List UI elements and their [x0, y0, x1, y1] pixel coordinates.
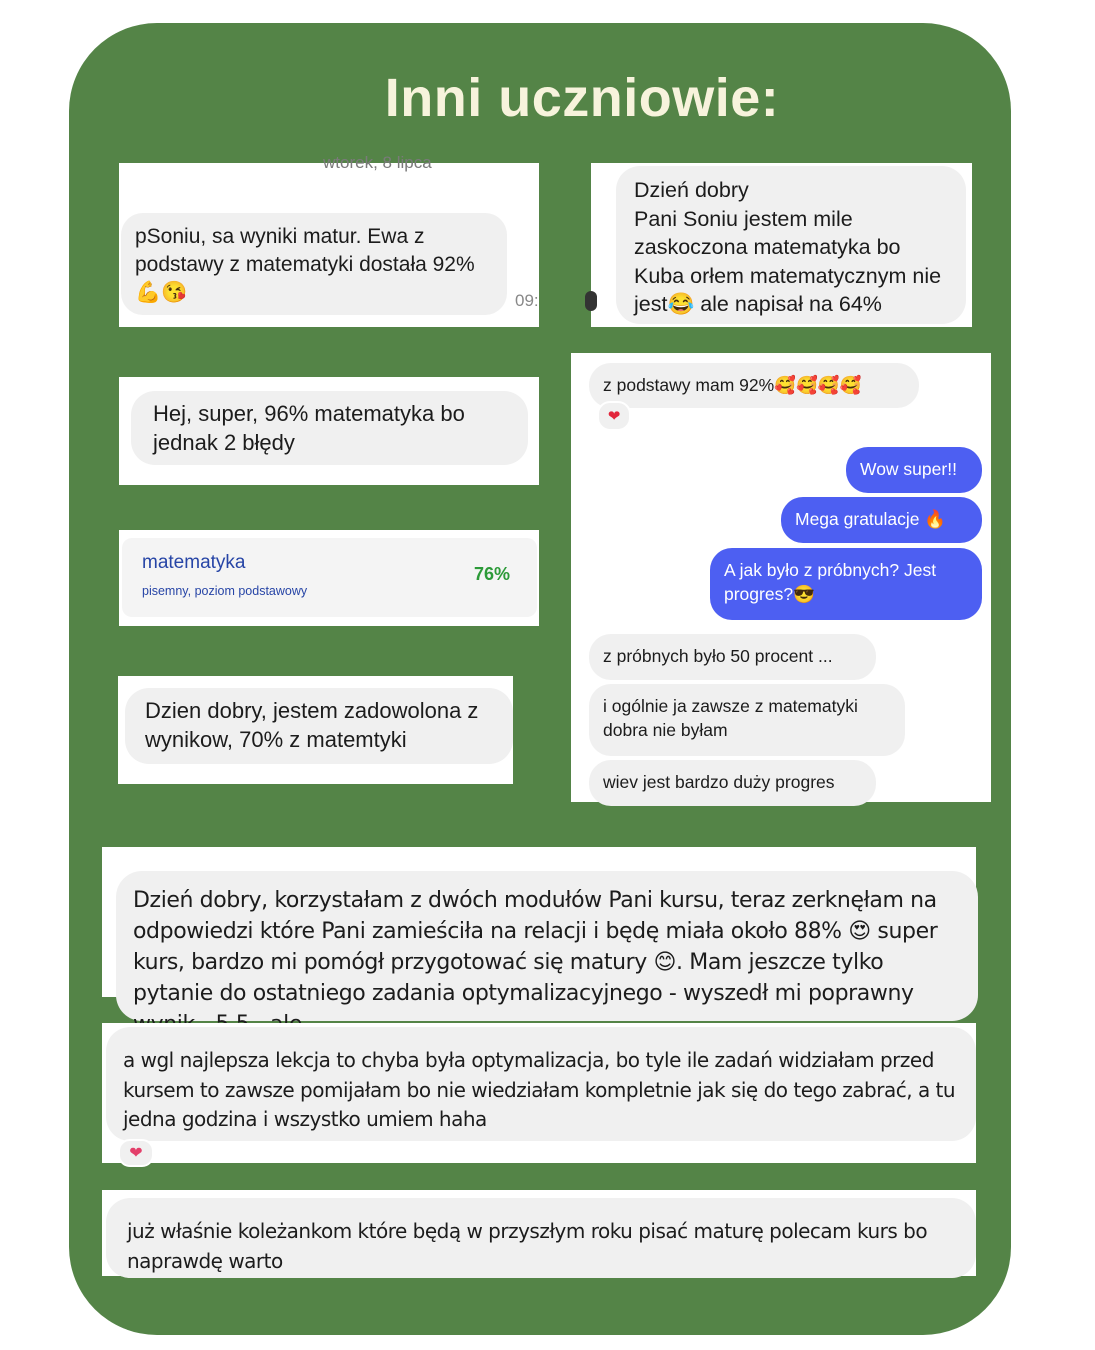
- screenshot-card-optymalizacja: [102, 1023, 976, 1163]
- score-value: 76%: [474, 564, 511, 584]
- heart-reaction-icon: ❤: [597, 401, 631, 431]
- message-date: wtorek, 8 lipca: [323, 153, 432, 172]
- screenshot-card-70: [118, 676, 513, 784]
- outgoing-message: Wow super!!: [846, 447, 982, 493]
- message-bubble: Hej, super, 96% matematyka bo jednak 2 błędy: [131, 391, 528, 465]
- message-bubble: pSoniu, sa wyniki matur. Ewa z podstawy z matematyki dostała 92%💪😘: [121, 213, 507, 315]
- message-bubble: Dzień dobry Pani Soniu jestem mile zaskoczona matematyka bo Kuba orłem matematycznym nie jest😂 ale napisał na 64%: [616, 166, 966, 324]
- screenshot-chat-conversation: [571, 353, 991, 802]
- avatar: [585, 291, 597, 311]
- subject-name: matematyka: [142, 552, 246, 573]
- message-bubble: a wgl najlepsza lekcja to chyba była optymalizacja, bo tyle ile zadań widziałam przed kursem to zawsze pomijałam bo nie wiedziałam kompletnie jak się do tego zabrać, a tu jedna godzina i wszystko umiem haha: [106, 1027, 976, 1141]
- incoming-message: i ogólnie ja zawsze z matematyki dobra nie byłam: [589, 684, 905, 756]
- screenshot-card-ewa: [119, 153, 539, 327]
- page-title: Inni uczniowie:: [384, 68, 780, 128]
- exam-level: pisemny, poziom podstawowy: [142, 584, 308, 598]
- incoming-message: z próbnych było 50 procent ...: [589, 634, 876, 680]
- screenshot-card-96: [119, 377, 539, 485]
- screenshot-card-polecam: [102, 1190, 976, 1276]
- incoming-message: z podstawy mam 92%🥰🥰🥰🥰: [589, 363, 919, 408]
- message-bubble: Dzien dobry, jestem zadowolona z wynikow, 70% z matemtyki: [125, 688, 513, 764]
- incoming-message: wiev jest bardzo duży progres: [589, 760, 876, 806]
- heart-reaction-icon: ❤: [118, 1139, 154, 1167]
- outgoing-message: A jak było z próbnych? Jest progres?😎: [710, 548, 982, 620]
- message-bubble: już właśnie koleżankom które będą w przyszłym roku pisać maturę polecam kurs bo naprawdę warto: [106, 1198, 976, 1278]
- outgoing-message: Mega gratulacje 🔥: [781, 497, 982, 543]
- message-bubble: Dzień dobry, korzystałam z dwóch modułów Pani kursu, teraz zerknęłam na odpowiedzi które Pani zamieściła na relacji i będę miała około 88% 😍 super kurs, bardzo mi pomógł przygotować się matury 😊. Mam jeszcze tylko pytanie do ostatniego zadania optymalizacyjnego - wyszedł mi poprawny: [116, 871, 978, 1021]
- screenshot-card-88: [102, 847, 976, 1006]
- result-row: [122, 538, 537, 617]
- message-time: 09:: [515, 291, 539, 310]
- screenshot-card-kuba: [591, 163, 972, 327]
- screenshot-card-result: [119, 530, 539, 626]
